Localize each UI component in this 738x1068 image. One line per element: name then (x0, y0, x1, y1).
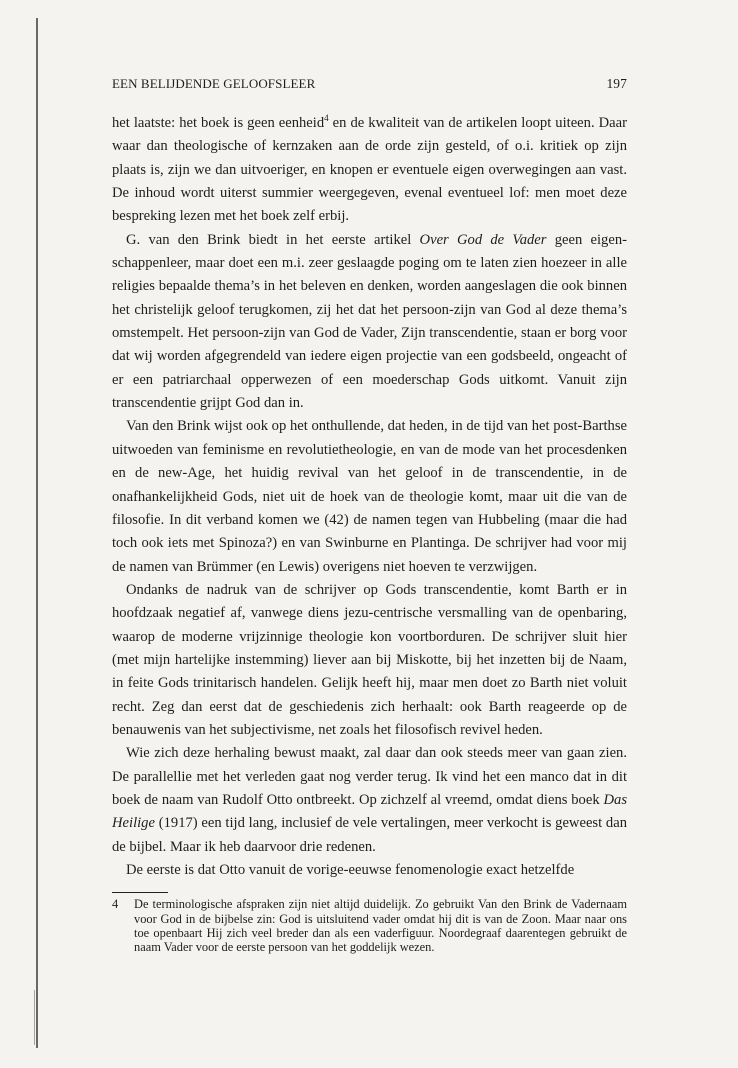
paragraph-text: en de kwaliteit van de artikelen loopt uiteen. Daar waar dan theologische of kernzaken aan de orde zijn gesteld, of o.i. kritiek op zijn plaats is, zijn we dan uitvoeriger, en knopen er eventuele eigen overwegingen aan vast. De inhoud wordt uiterst summier weergegeven, evenal eventueel lof: men moet deze bespreking lezen met het boek zelf erbij. (112, 115, 627, 225)
book-title-italic: Over God de Vader (419, 231, 547, 248)
paragraph (112, 742, 627, 859)
running-head-title: EEN BELIJDENDE GELOOFSLEER (112, 76, 316, 91)
footnote-number: 4 (112, 897, 119, 912)
paragraph (112, 112, 627, 229)
paragraph-text: geen eigenschappenleer, maar doet een m.i. zeer geslaagde poging om te laten zien hoezeer in alle religies bepaalde thema’s in het beleven en denken, worden aangeslagen die ook binnen het christelijk geloof terugkomen, zij het dat het persoon-zijn van God al deze thema’s omstempelt. Het persoon-zijn van God de Vader, Zijn transcendentie, staan er borg voor dat wij worden afgegrendeld van iedere eigen projectie van een godsbeeld, ongeacht of er een patriarchaal opperwezen of een moederschap Gods uitkomt. Vanuit zijn transcendentie grijpt God dan in. (112, 231, 627, 412)
book-title-italic: Das Heilige (112, 791, 627, 832)
paragraph-text: Wie zich deze herhaling bewust maakt, zal daar dan ook steeds meer van gaan zien. De parallellie met het verleden gaat nog verder terug. Ik vind het een manco dat in dit boek de naam van Rudolf Otto ontbreekt. Op zichzelf al vreemd, omdat diens boek (112, 745, 627, 808)
running-head (112, 76, 627, 92)
footnote (112, 897, 627, 954)
body-text (112, 112, 627, 882)
binding-edge-mark (34, 990, 35, 1045)
paragraph-text: Ondanks de nadruk van de schrijver op Gods transcendentie, komt Barth er in hoofdzaak negatief af, vanwege diens jezu-centrische versmalling van de openbaring, waarop de moderne vrijzinnige theologie kon voortborduren. De schrijver sluit hier (met mijn hartelijke instemming) liever aan bij Miskotte, bij het inzetten bij de Naam, in feite Gods trinitarisch handelen. Gelijk heeft hij, maar men doet zo Barth niet voluit recht. Zeg dan eerst dat de geschiedenis zich herhaalt: ook Barth reageerde op de benauwenis van het subjectivisme, net zoals het filosofisch revivel heden. (112, 581, 627, 738)
paragraph-text: De eerste is dat Otto vanuit de vorige-eeuwse fenomenologie exact hetzelfde (126, 862, 575, 878)
paragraph (112, 229, 627, 416)
binding-edge-line (36, 18, 38, 1048)
paragraph-text: het laatste: het boek is geen eenheid (112, 115, 325, 131)
paragraph-text: Van den Brink wijst ook op het onthullende, dat heden, in de tijd van het post-Barthse uitwoeden van feminisme en revolutietheologie, en van de mode van het procesdenken en de new-Age, het huidig revival van het geloof in de transcendentie, in de onafhankelijkheid Gods, niet uit de hoek van de theologie komt, maar uit die van de filosofie. In dit verband komen we (42) de namen tegen van Hubbeling (maar die had toch ook iets met Spinoza?) en van Swinburne en Plantinga. De schrijver had voor mij de namen van Brümmer (en Lewis) overigens niet hoeven te verzwijgen. (112, 418, 627, 575)
paragraph-text: G. van den Brink biedt in het eerste artikel (126, 231, 420, 248)
page-number: 197 (606, 76, 627, 91)
paragraph (112, 859, 627, 882)
paragraph (112, 579, 627, 742)
book-page (112, 76, 627, 955)
footnote-reference[interactable]: 4 (324, 113, 329, 124)
footnote-text: De terminologische afspraken zijn niet altijd duidelijk. Zo gebruikt Van den Brink de Vadernaam voor God in de bijbelse zin: God is uitsluitend vader omdat hij dit is van de Zoon. Maar naar ons toe openbaart Hij zich veel breder dan als een vaderfiguur. Noordegraaf daarentegen gebruikt de naam Vader voor de eerste persoon van het goddelijk wezen. (134, 897, 627, 955)
paragraph (112, 415, 627, 578)
paragraph-text: (1917) een tijd lang, inclusief de vele vertalingen, meer verkocht is geweest dan de bijbel. Maar ik heb daarvoor drie redenen. (112, 815, 627, 855)
footnote-rule (112, 892, 168, 893)
